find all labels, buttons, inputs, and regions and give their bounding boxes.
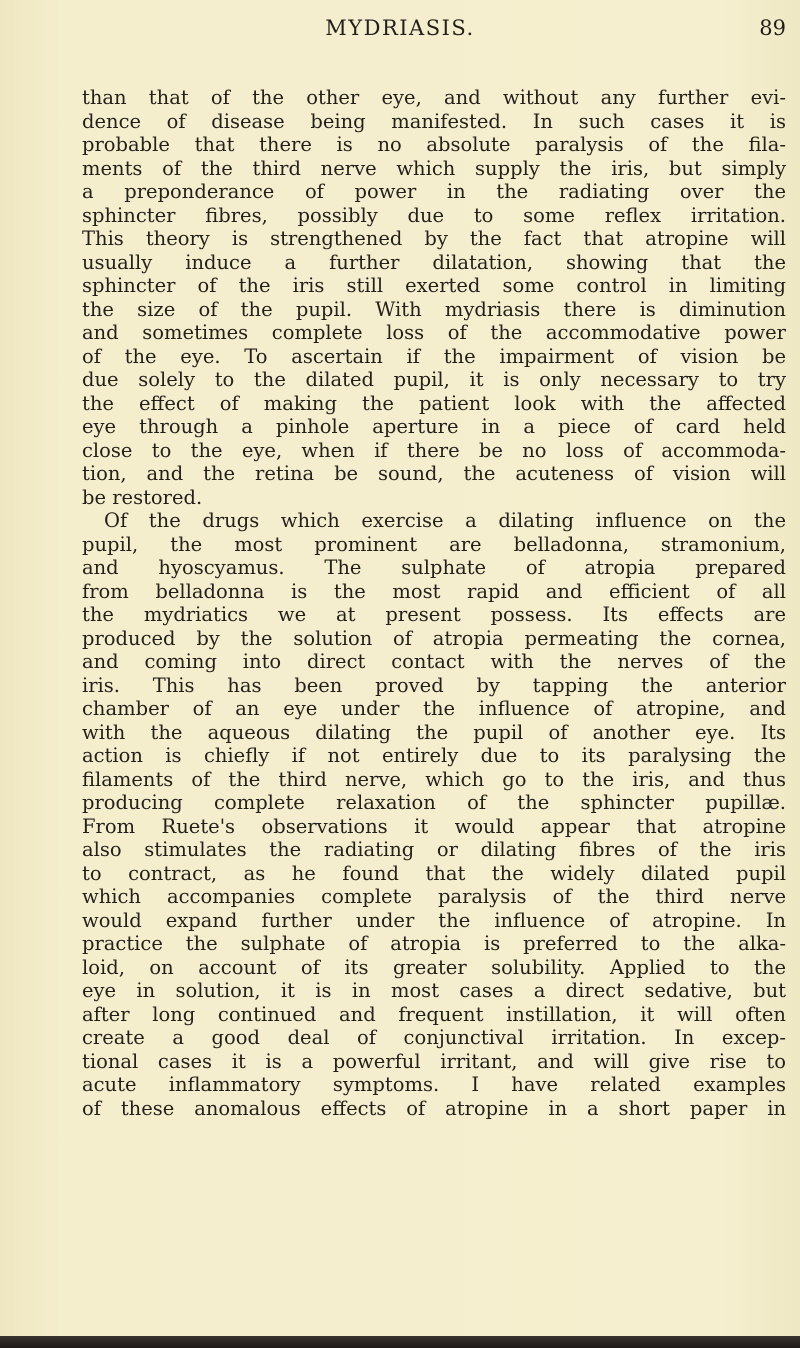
text-line: from belladonna is the most rapid and efficient of all xyxy=(82,579,786,603)
paragraph-start-line: Of the drugs which exercise a dilating influence on the xyxy=(104,509,786,532)
text-line: a preponderance of power in the radiating over the xyxy=(82,180,786,203)
text-line: would expand further under the influence of atropine. In xyxy=(82,908,786,932)
text-line: chamber of an eye under the influence of atropine, and xyxy=(82,697,786,720)
text-line: and coming into direct contact with the nerves of the xyxy=(82,650,786,673)
text-line: of the eye. To ascertain if the impairment of vision be xyxy=(82,344,786,368)
text-line: From Ruete's observations it would appear that atropine xyxy=(82,814,786,838)
text-line: produced by the solution of atropia permeating the cornea, xyxy=(82,626,786,650)
text-line: probable that there is no absolute paralysis of the fila- xyxy=(82,133,786,156)
text-line: loid, on account of its greater solubility. Applied to the xyxy=(82,955,786,979)
text-line: usually induce a further dilatation, showing that the xyxy=(82,250,786,274)
text-line: dence of disease being manifested. In such cases it is xyxy=(82,109,786,133)
text-line: producing complete relaxation of the sphincter pupillæ. xyxy=(82,791,786,814)
text-line: the size of the pupil. With mydriasis there is diminution xyxy=(82,297,786,321)
text-line: of these anomalous effects of atropine in a short paper in xyxy=(82,1096,786,1120)
text-line: with the aqueous dilating the pupil of another eye. Its xyxy=(82,720,786,744)
text-line: than that of the other eye, and without any further evi- xyxy=(82,86,786,109)
page-bottom-edge xyxy=(0,1336,800,1348)
page-header xyxy=(0,14,800,46)
text-line: due solely to the dilated pupil, it is only necessary to try xyxy=(82,368,786,391)
text-line: ments of the third nerve which supply the iris, but simply xyxy=(82,156,786,180)
text-line: after long continued and frequent instillation, it will often xyxy=(82,1002,786,1026)
text-line: tional cases it is a powerful irritant, and will give rise to xyxy=(82,1049,786,1073)
text-line: which accompanies complete paralysis of the third nerve xyxy=(82,885,786,908)
text-line: eye through a pinhole aperture in a piece of card held xyxy=(82,415,786,438)
text-line: sphincter fibres, possibly due to some reflex irritation. xyxy=(82,203,786,227)
text-line: close to the eye, when if there be no loss of accommoda- xyxy=(82,438,786,462)
text-line: the effect of making the patient look with the affected xyxy=(82,391,786,415)
paragraph-end-line: be restored. xyxy=(82,485,203,509)
text-line: iris. This has been proved by tapping the anterior xyxy=(82,673,786,697)
text-line: also stimulates the radiating or dilating fibres of the iris xyxy=(82,838,786,861)
text-line: acute inflammatory symptoms. I have related examples xyxy=(82,1073,786,1096)
text-line: This theory is strengthened by the fact that atropine will xyxy=(82,227,786,250)
text-line: sphincter of the iris still exerted some control in limiting xyxy=(82,274,786,297)
text-line: practice the sulphate of atropia is preferred to the alka- xyxy=(82,932,786,955)
page-number: 89 xyxy=(759,16,786,40)
text-line: filaments of the third nerve, which go to the iris, and thus xyxy=(82,767,786,791)
text-line: eye in solution, it is in most cases a direct sedative, but xyxy=(82,979,786,1002)
body-text xyxy=(82,86,786,1120)
text-line: tion, and the retina be sound, the acuteness of vision will xyxy=(82,462,786,485)
text-line: create a good deal of conjunctival irritation. In excep- xyxy=(82,1026,786,1049)
text-line: and hyoscyamus. The sulphate of atropia prepared xyxy=(82,556,786,579)
running-head: MYDRIASIS. xyxy=(325,16,475,40)
text-line: pupil, the most prominent are belladonna, stramonium, xyxy=(82,532,786,556)
text-line: and sometimes complete loss of the accommodative power xyxy=(82,321,786,344)
text-line: the mydriatics we at present possess. Its effects are xyxy=(82,603,786,626)
text-line: to contract, as he found that the widely dilated pupil xyxy=(82,861,786,885)
text-line: action is chiefly if not entirely due to its paralysing the xyxy=(82,744,786,767)
